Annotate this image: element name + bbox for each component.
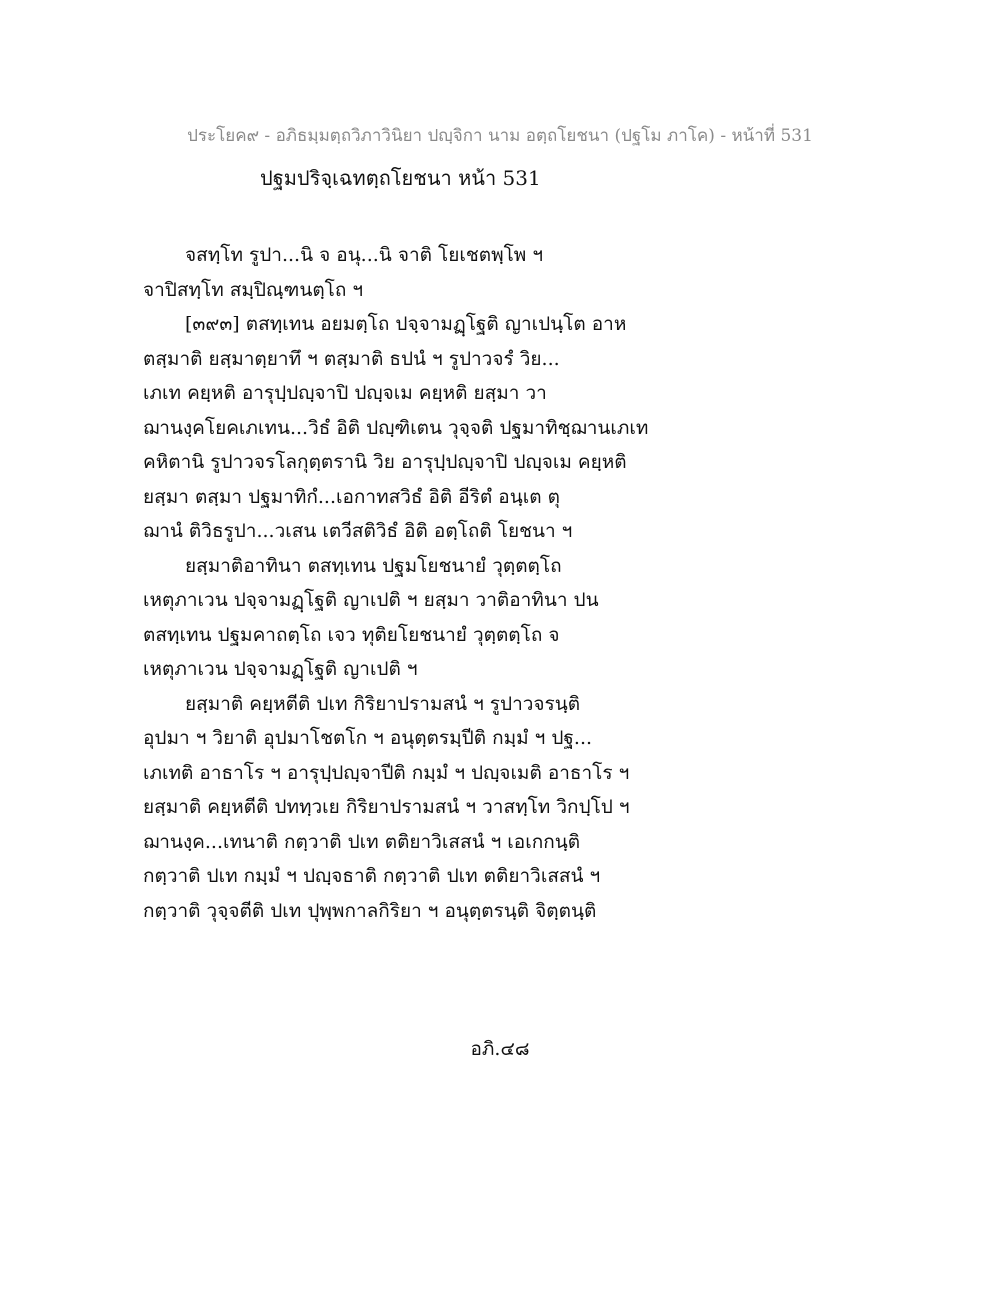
text-line: เภเท คยฺหติ อารุปฺปญฺจาปิ ปญฺจเม คยฺหติ ยสฺมา วา [143,382,547,404]
text-line: เหตุภาเวน ปจฺจามฏฺโฐติ ญาเปติ ฯ [143,658,418,680]
text-line: เหตุภาเวน ปจฺจามฏฺโฐติ ญาเปติ ฯ ยสฺมา วาติอาทินา ปน [143,589,599,611]
text-line: เภเทติ อาธาโร ฯ อารุปฺปญฺจาปีติ กมฺมํ ฯ ปญฺจเมติ อาธาโร ฯ [143,761,630,784]
running-header: ประโยค๙ - อภิธมฺมตฺถวิภาวินิยา ปญฺจิกา นาม อตฺถโยชนา (ปฐโม ภาโค) - หน้าที่ 531 [187,126,813,146]
page-marker: อภิ.๔๘ [470,1038,530,1060]
text-line: จสทฺโท รูปา...นิ จ อนุ...นิ จาติ โยเชตพฺโพ ฯ [185,244,544,266]
text-line: [๓๙๓] ตสทฺเทน อยมตฺโถ ปจฺจามฏฺโฐติ ญาเปนฺโต อาห [185,313,627,335]
text-line: กตฺวาติ ปเท กมฺมํ ฯ ปญฺจธาติ กตฺวาติ ปเท ตติยาวิเสสนํ ฯ [143,865,601,887]
text-line: ฌานํ ติวิธรูปา...วเสน เตวีสติวิธํ อิติ อตฺโถติ โยชนา ฯ [143,520,573,542]
text-line: คหิตานิ รูปาวจรโลกุตฺตรานิ วิย อารุปฺปญฺจาปิ ปญฺจเม คยฺหติ [143,451,627,473]
section-title: ปฐมปริจฺเฉทตฺถโยชนา หน้า 531 [260,166,541,190]
text-line: อุปมา ฯ วิยาติ อุปมาโชตโก ฯ อนุตฺตรมฺปีติ กมฺมํ ฯ ปฐ... [143,727,593,749]
text-line: ยสฺมา ตสฺมา ปฐมาทิกํ...เอกาทสวิธํ อิติ อีริตํ อนฺเต ตุ [143,485,560,508]
text-line: ฌานงฺค...เทนาติ กตฺวาติ ปเท ตติยาวิเสสนํ ฯ เอเกกนฺติ [143,830,581,853]
text-line: ยสฺมาติอาทินา ตสทฺเทน ปฐมโยชนายํ วุตฺตตฺโถ [185,554,562,577]
body-text [143,238,703,928]
text-line: กตฺวาติ วุจฺจตีติ ปเท ปุพฺพกาลกิริยา ฯ อนุตฺตรนฺติ จิตฺตนฺติ [143,899,597,922]
text-line: จาปิสทฺโท สมฺปิณฺฑนตฺโถ ฯ [143,278,364,301]
text-line: ตสทฺเทน ปฐมคาถตฺโถ เจว ทุติยโยชนายํ วุตฺตตฺโถ จ [143,623,560,646]
text-line: ฌานงฺคโยคเภเทน...วิธํ อิติ ปญฺฑิเตน วุจฺจติ ปฐมาทิชฺฌานเภเท [143,416,649,439]
text-line: ตสฺมาติ ยสฺมาตฺยาทึ ฯ ตสฺมาติ ธปนํ ฯ รูปาวจรํ วิย... [143,347,560,370]
text-line: ยสฺมาติ คยฺหตีติ ปเท กิริยาปรามสนํ ฯ รูปาวจรนฺติ [185,692,581,715]
text-line: ยสฺมาติ คยฺหตีติ ปททฺวเย กิริยาปรามสนํ ฯ วาสทฺโท วิกปฺโป ฯ [143,796,630,818]
